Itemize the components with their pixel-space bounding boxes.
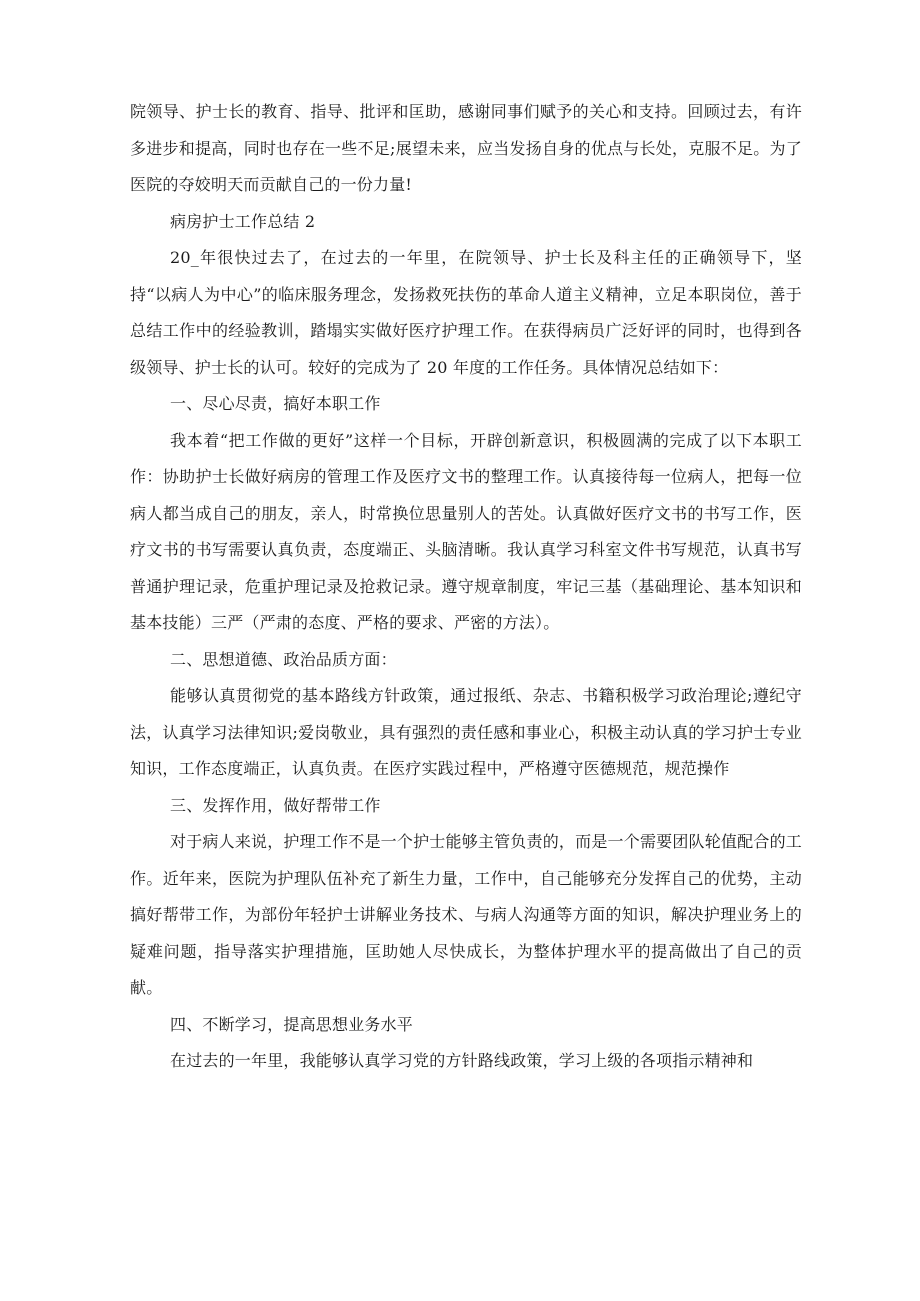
heading-section-4: 四、不断学习，提高思想业务水平	[170, 1014, 414, 1034]
paragraph-section-2: 能够认真贯彻党的基本路线方针政策，通过报纸、杂志、书籍积极学习政治理论;遵纪守法，认真学习法律知识;爱岗敬业，具有强烈的责任感和事业心，积极主动认真的学习护士专业知识，工作态度端正，认真负责。在医疗实践过程中，严格遵守医德规范，规范操作	[130, 686, 802, 778]
heading-section-3: 三、发挥作用，做好帮带工作	[170, 795, 381, 815]
paragraph-intro-continuation: 院领导、护士长的教育、指导、批评和匡助，感谢同事们赋予的关心和支持。回顾过去，有许多进步和提高，同时也存在一些不足;展望未来，应当发扬自身的优点与长处，克服不足。为了医院的夺姣明天而贡献自己的一份力量!	[130, 102, 802, 194]
paragraph-section-4: 在过去的一年里，我能够认真学习党的方针路线政策，学习上级的各项指示精神和	[170, 1051, 754, 1070]
paragraph-section-3: 对于病人来说，护理工作不是一个护士能够主管负责的，而是一个需要团队轮值配合的工作。近年来，医院为护理队伍补充了新生力量，工作中，自己能够充分发挥自己的优势，主动搞好帮带工作，为部份年轻护士讲解业务技术、与病人沟通等方面的知识，解决护理业务上的疑难问题，指导落实护理措施，匡助她人尽快成长，为整体护理水平的提高做出了自己的贡献。	[130, 832, 802, 997]
paragraph-year-overview: 20_年很快过去了，在过去的一年里，在院领导、护士长及科主任的正确领导下，坚持“以病人为中心”的临床服务理念，发扬救死扶伤的革命人道主义精神，立足本职岗位，善于总结工作中的经验教训，踏塌实实做好医疗护理工作。在获得病员广泛好评的同时，也得到各级领导、护士长的认可。较好的完成为了 20 年度的工作任务。具体情况总结如下：	[130, 248, 802, 377]
section-title-summary-2: 病房护士工作总结 2	[170, 211, 316, 231]
heading-section-2: 二、思想道德、政治品质方面：	[170, 649, 397, 669]
paragraph-section-1: 我本着“把工作做的更好”这样一个目标，开辟创新意识，积极圆满的完成了以下本职工作：协助护士长做好病房的管理工作及医疗文书的整理工作。认真接待每一位病人，把每一位病人都当成自己的朋友，亲人，时常换位思量别人的苦处。认真做好医疗文书的书写工作，医疗文书的书写需要认真负责，态度端正、头脑清晰。我认真学习科室文件书写规范，认真书写普通护理记录，危重护理记录及抢救记录。遵守规章制度，牢记三基（基础理论、基本知识和基本技能）三严（严肃的态度、严格的要求、严密的方法）。	[130, 430, 802, 632]
heading-section-1: 一、尽心尽责，搞好本职工作	[170, 394, 381, 413]
document-body	[130, 94, 802, 1080]
